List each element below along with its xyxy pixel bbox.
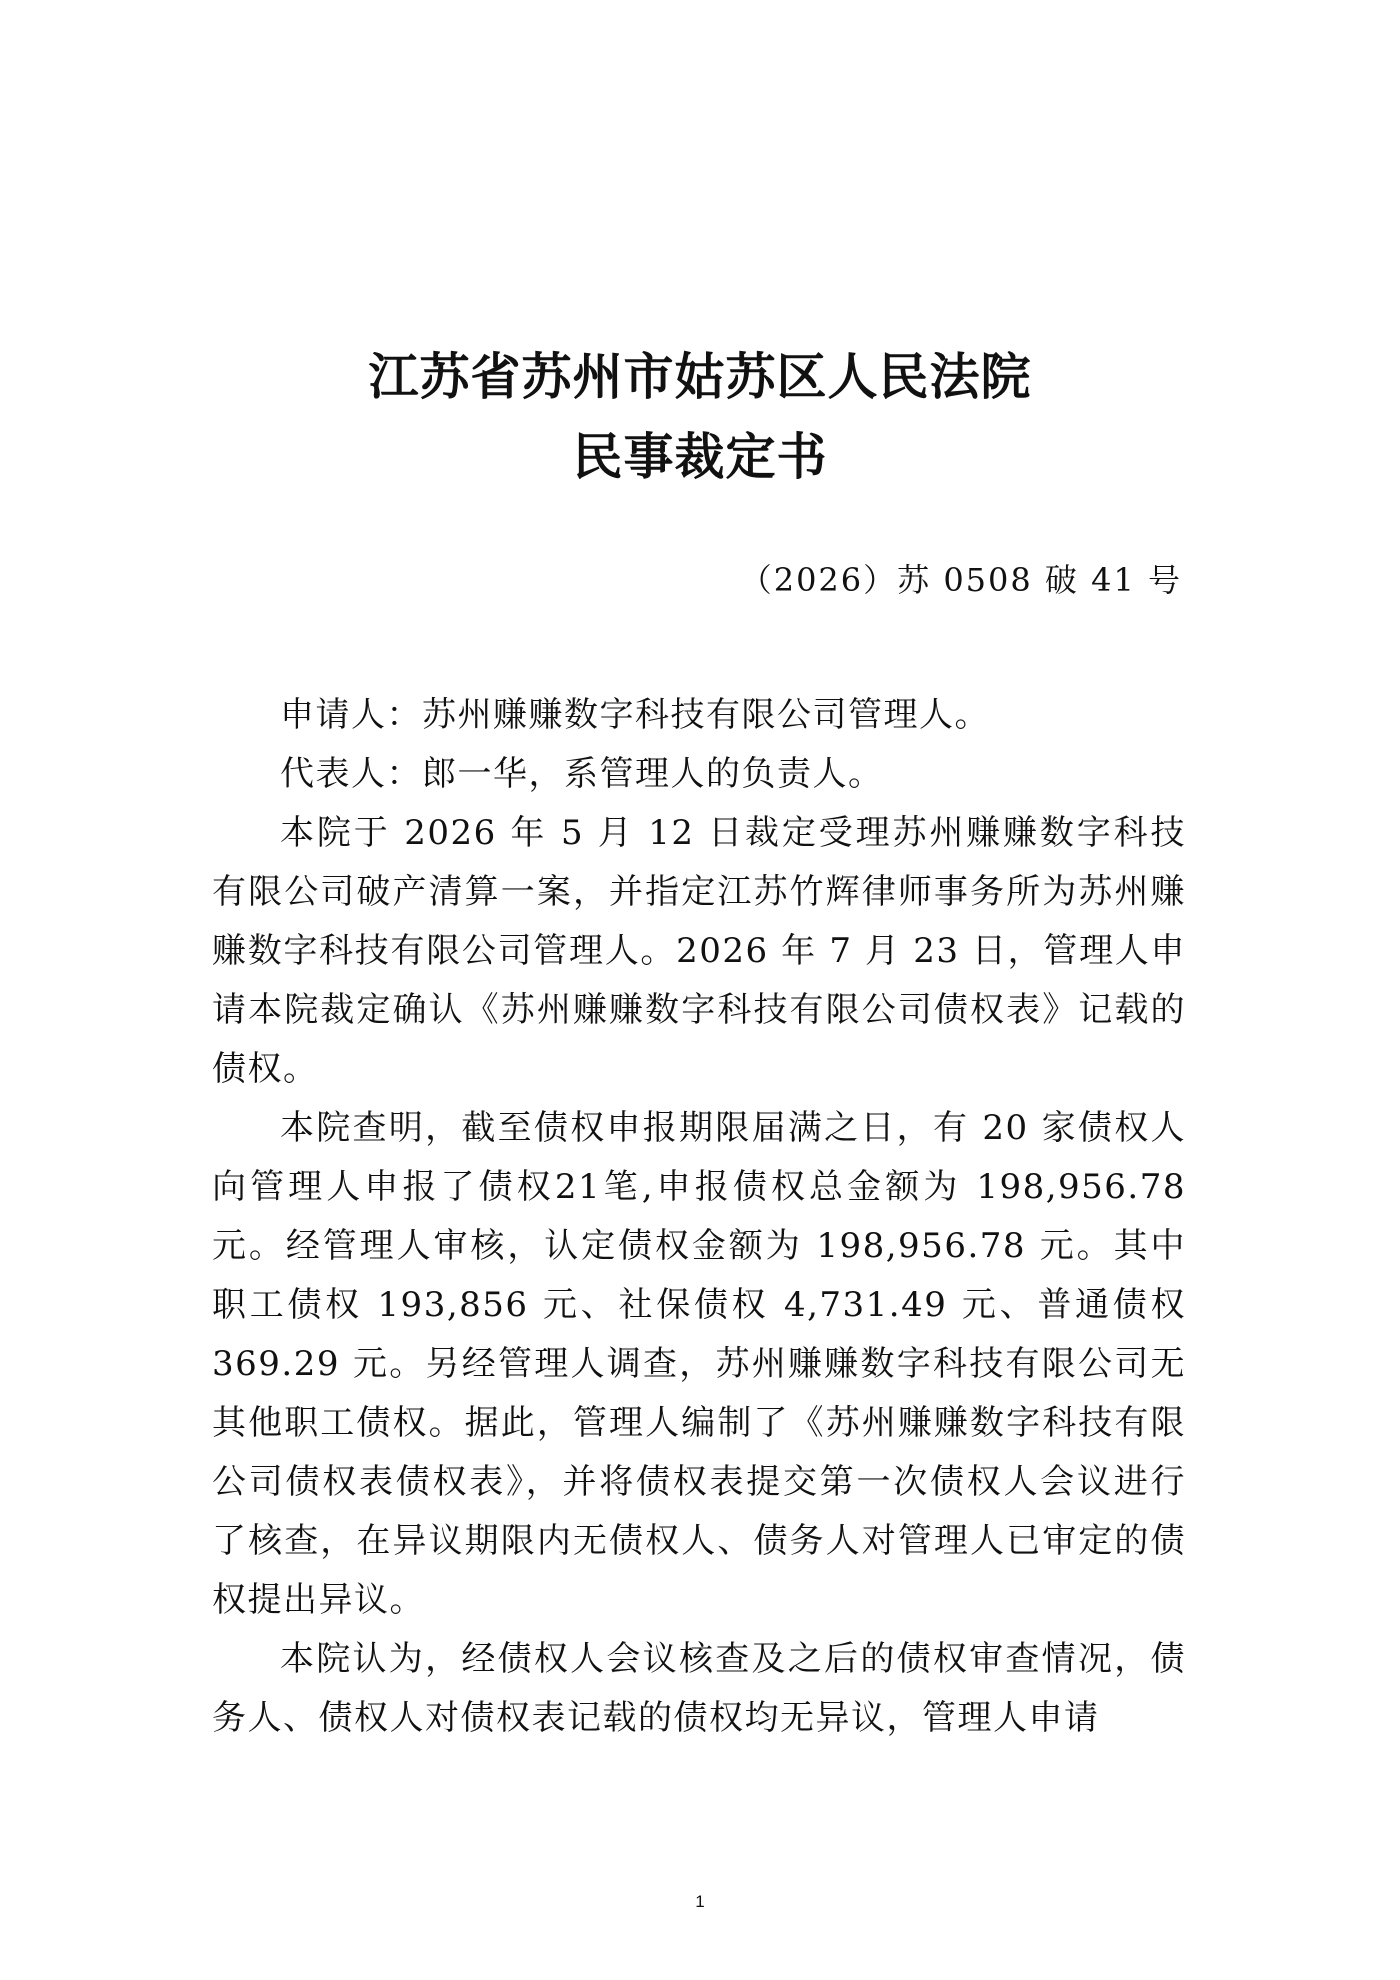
applicant-paragraph: 申请人：苏州赚赚数字科技有限公司管理人。 — [280, 695, 990, 735]
document-body — [212, 686, 1186, 1748]
court-name-title: 江苏省苏州市姑苏区人民法院 — [368, 347, 1032, 406]
court-opinion-paragraph: 本院认为，经债权人会议核查及之后的债权审查情况，债务人、债权人对债权表记载的债权均无异议，管理人申请 — [212, 1639, 1186, 1738]
findings-paragraph: 本院查明，截至债权申报期限届满之日，有 20 家债权人向管理人申报了债权21笔,申报债权总金额为 198,956.78 元。经管理人审核，认定债权金额为 198,956.78 元。其中职工债权 193,856 元、社保债权 4,731.49 元、普通债权 369.29 元。另经管理人调查，苏州赚赚数字科技有限公司无其他职工债权。据此，管理人编制了《苏州赚赚数字科技有限公司债权表债权表》，并将债权表提交第一次债权人会议进行了核查，在异议期限内无债权人、债务人对管理人已审定的债权提出异议。 — [212, 1108, 1186, 1620]
case-number: （2026）苏 0508 破 41 号 — [739, 561, 1182, 599]
case-acceptance-paragraph: 本院于 2026 年 5 月 12 日裁定受理苏州赚赚数字科技有限公司破产清算一案，并指定江苏竹辉律师事务所为苏州赚赚数字科技有限公司管理人。2026 年 7 月 23 日，管理人申请本院裁定确认《苏州赚赚数字科技有限公司债权表》记载的债权。 — [212, 813, 1186, 1089]
page-number: 1 — [695, 1892, 705, 1911]
document-type-title: 民事裁定书 — [572, 427, 828, 486]
representative-paragraph: 代表人：郎一华，系管理人的负责人。 — [280, 754, 884, 794]
